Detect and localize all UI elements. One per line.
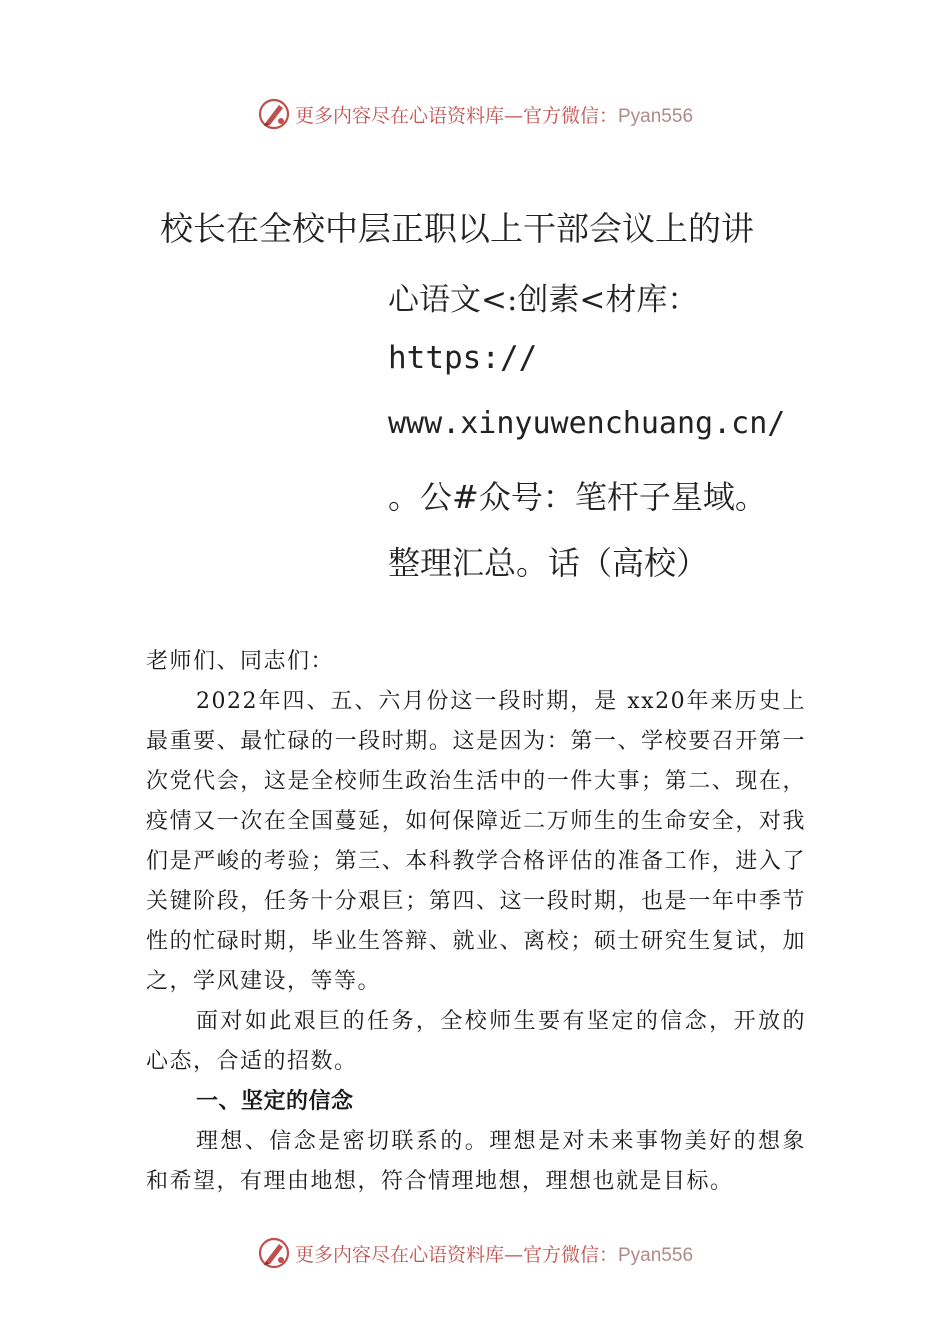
section-heading-1: 一、坚定的信念 <box>196 1089 354 1114</box>
paragraph-3: 理想、信念是密切联系的。理想是对未来事物美好的想象和希望，有理由地想，符合情理地想，理想也就是目标。 <box>146 1129 806 1194</box>
salutation: 老师们、同志们： <box>146 649 335 674</box>
banner-text: 更多内容尽在心语资料库—官方微信：Pyan556 <box>294 1243 694 1266</box>
pen-logo-icon <box>257 1236 291 1270</box>
subtitle-line-1: 心语文<:创素<材库： <box>388 282 699 318</box>
document-body <box>146 642 806 1202</box>
paragraph-2: 面对如此艰巨的任务，全校师生要有坚定的信念，开放的心态，合适的招数。 <box>146 1009 806 1074</box>
subtitle-line-5: 整理汇总。话（高校） <box>388 544 709 582</box>
header-banner <box>0 94 950 134</box>
footer-banner <box>0 1233 950 1273</box>
subtitle-line-3: www.xinyuwenchuang.cn/ <box>388 406 786 441</box>
pen-logo-icon <box>257 97 291 131</box>
banner-text: 更多内容尽在心语资料库—官方微信：Pyan556 <box>294 104 694 127</box>
subtitle-line-4: 。公#众号：笔杆子星域。 <box>388 478 767 516</box>
wechat-id: Pyan556 <box>618 105 694 127</box>
paragraph-1: 2022年四、五、六月份这一段时期，是 xx20年来历史上最重要、最忙碌的一段时期。这是因为：第一、学校要召开第一次党代会，这是全校师生政治生活中的一件大事；第二、现在，疫情又一次在全国蔓延，如何保障近二万师生的生命安全，对我们是严峻的考验；第三、本科教学合格评估的准备工作，进入了关键阶段，任务十分艰巨；第四、这一段时期，也是一年中季节性的忙碌时期，毕业生答辩、就业、离校；硕士研究生复试，加之，学风建设，等等。 <box>146 689 806 994</box>
wechat-id: Pyan556 <box>618 1244 694 1266</box>
document-title: 校长在全校中层正职以上干部会议上的讲 <box>160 209 754 248</box>
subtitle-line-2: https:// <box>388 340 538 376</box>
